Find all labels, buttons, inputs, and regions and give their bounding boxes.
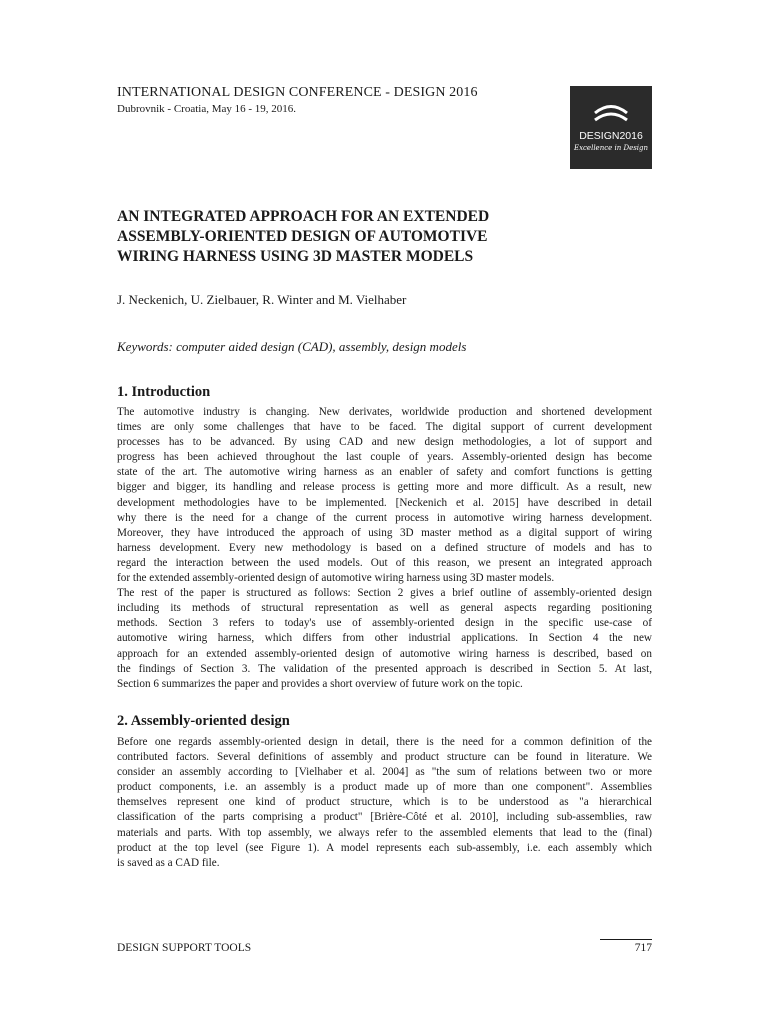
paragraph-line: classification of the parts comprising a product" [Brière-Côté et al. 2010], including sub-assemblies, raw <box>117 811 652 824</box>
section-heading-introduction: 1. Introduction <box>117 384 211 400</box>
paragraph-line: The automotive industry is changing. New derivates, worldwide production and shortened development <box>117 406 652 418</box>
paragraph-line: processes has to be advanced. By using CAD and new design methodologies, a lot of support and <box>117 436 652 449</box>
paragraph-line: harness development. Every new methodology is based on a defined structure of models and has to <box>117 541 652 554</box>
paragraph-line: for the extended assembly-oriented design of automotive wiring harness using 3D master models. <box>117 572 555 585</box>
paragraph-line: Section 6 summarizes the paper and provides a short overview of future work on the topic. <box>117 677 523 690</box>
authors: J. Neckenich, U. Zielbauer, R. Winter and M. Vielhaber <box>117 292 407 307</box>
logo-tagline: Excellence in Design <box>573 144 649 152</box>
section-body-assembly-oriented-design <box>117 735 652 871</box>
arch-logo-icon <box>591 100 631 124</box>
paragraph-line: state of the art. The automotive wiring harness as an enabler of safety and comfort functions is getting <box>117 466 652 479</box>
conference-title: INTERNATIONAL DESIGN CONFERENCE - DESIGN 2016 <box>117 85 478 100</box>
paragraph-line: product at the top level (see Figure 1). A model represents each sub-assembly, i.e. each assembly which <box>117 841 652 854</box>
paragraph-line: progress has been achieved throughout the last couple of years. Assembly-oriented design has become <box>117 451 652 464</box>
footer-track-name: DESIGN SUPPORT TOOLS <box>117 942 252 954</box>
paper-title <box>117 207 637 267</box>
section-body-introduction <box>117 405 652 692</box>
paragraph-line: themselves represent one kind of product structure, which is to be understood as "a hierarchical <box>117 796 652 809</box>
paragraph-line: why there is the need for a change of the current process in automotive wiring harness development. <box>117 511 652 524</box>
paragraph-line: methods. Section 3 refers to today's use of assembly-oriented design in the specific use-case of <box>117 617 652 630</box>
paragraph-line: the findings of Section 3. The validation of the presented approach is described in Section 5. At last, <box>117 662 652 675</box>
paragraph-line: bigger and bigger, its handling and release process is getting more and more difficult. As a result, new <box>117 481 652 494</box>
page-number: 717 <box>634 942 652 954</box>
paragraph-line: Before one regards assembly-oriented design in detail, there is the need for a common definition of the <box>117 736 652 748</box>
paragraph-line: approach for an extended assembly-oriented design of automotive wiring harness is described, based on <box>117 647 652 660</box>
footer-rule <box>600 939 652 940</box>
paragraph-line: contributed factors. Several definitions of assembly and product structure can be found in literature. We <box>117 751 652 764</box>
title-line: WIRING HARNESS USING 3D MASTER MODELS <box>117 248 474 265</box>
paragraph-line: development methodologies have to be implemented. [Neckenich et al. 2015] have described in detail <box>117 496 652 509</box>
paragraph-line: is saved as a CAD file. <box>117 856 220 869</box>
title-line: AN INTEGRATED APPROACH FOR AN EXTENDED <box>117 208 490 225</box>
paragraph-line: including its methods of structural representation as well as general aspects regarding positioning <box>117 602 652 615</box>
paragraph-line: materials and parts. With top assembly, we always refer to the assembled elements that lead to the (final) <box>117 826 652 839</box>
paragraph-line: The rest of the paper is structured as follows: Section 2 gives a brief outline of assembly-oriented design <box>117 587 652 600</box>
paragraph-line: consider an assembly according to [Vielhaber et al. 2004] as "the sum of relations between two or more <box>117 766 652 779</box>
design-2016-logo <box>570 86 652 169</box>
keywords: Keywords: computer aided design (CAD), assembly, design models <box>117 339 467 354</box>
paragraph-line: Moreover, they have introduced the approach of using 3D master method as a digital support of wiring <box>117 526 652 539</box>
paragraph-line: times are only some challenges that have to be faced. The digital support of current development <box>117 421 652 434</box>
conference-location-date: Dubrovnik - Croatia, May 16 - 19, 2016. <box>117 103 297 115</box>
logo-text: DESIGN2016 <box>579 130 643 142</box>
section-heading-assembly-oriented-design: 2. Assembly-oriented design <box>117 713 290 729</box>
paragraph-line: automotive wiring harness, which differs from other industrial applications. In Section 4 the new <box>117 632 652 645</box>
paragraph-line: regard the interaction between the used models. Out of this reason, we present an integrated approach <box>117 556 652 569</box>
title-line: ASSEMBLY-ORIENTED DESIGN OF AUTOMOTIVE <box>117 228 488 245</box>
paragraph-line: product components, i.e. an assembly is a product made up of more than one component". Assemblies <box>117 781 652 794</box>
